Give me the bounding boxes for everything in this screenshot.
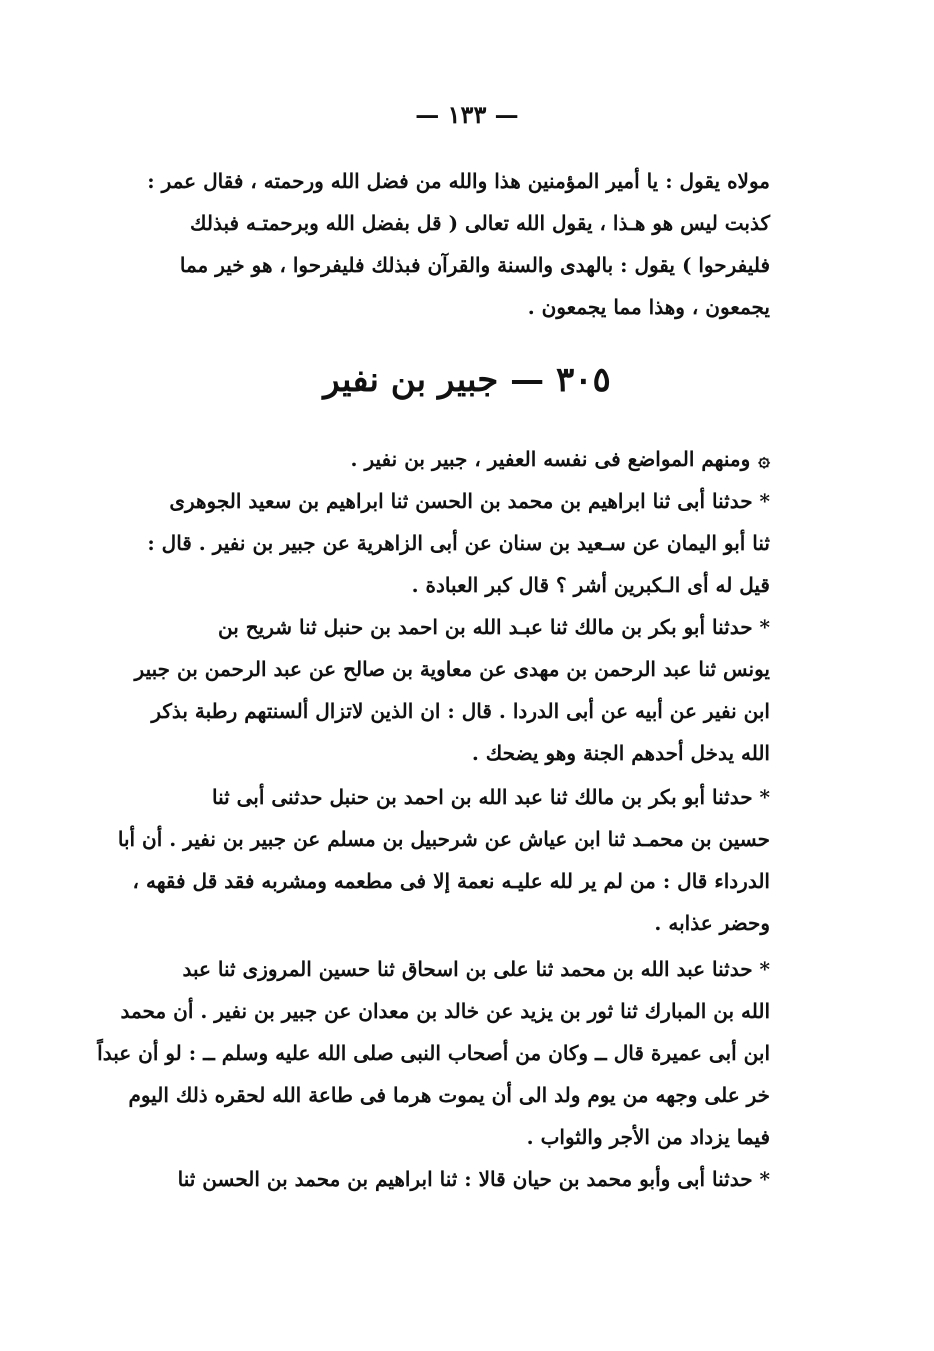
text-line-content: ومنهم المواضع فى نفسه العفير ، جبير بن نفير .: [350, 447, 751, 471]
text-line: يونس ثنا عبد الرحمن بن مهدى عن معاوية بن صالح عن عبد الرحمن بن جبير: [134, 657, 770, 681]
text-line: [178, 438, 770, 480]
text-line: فليفرحوا ) يقول : بالهدى والسنة والقرآن فبذلك فليفرحوا ، هو خير مما: [179, 253, 770, 277]
intro-paragraph: [147, 160, 770, 328]
ornament-icon: ۞: [758, 447, 770, 471]
text-line: حسين بن محمـد ثنا ابن عياش عن شرحبيل بن مسلم عن جبير بن نفير . أن أبا: [117, 827, 770, 851]
paragraph-3: [134, 606, 770, 774]
text-line: مولاه يقول : يا أمير المؤمنين هذا والله من فضل الله ورحمته ، فقال عمر :: [147, 169, 770, 193]
text-line: خر على وجهه من يوم ولد الى أن يموت هرما فى طاعة الله لحقره ذلك اليوم: [128, 1083, 770, 1107]
text-line: ابن أبى عميرة قال ــ وكان من أصحاب النبى صلى الله عليه وسلم ــ : لو أن عبداً: [97, 1041, 770, 1065]
text-line: * حدثنا أبو بكر بن مالك ثنا عبـد الله بن احمد بن حنبل ثنا شريح بن: [217, 615, 770, 639]
text-line: ابن نفير عن أبيه عن أبى الدردا . قال : ان الذين لاتزال ألسنتهم رطبة بذكر: [151, 699, 770, 723]
text-line: * حدثنا عبد الله بن محمد ثنا على بن اسحاق ثنا حسين المروزى ثنا عبد: [182, 957, 770, 981]
text-line: * حدثنا أبى ثنا ابراهيم بن محمد بن الحسن ثنا ابراهيم بن سعيد الجوهرى: [169, 489, 770, 513]
page-number: — ١٣٣ —: [415, 100, 519, 129]
text-line: كذبت ليس هو هـذا ، يقول الله تعالى ( قل بفضل الله وبرحمتـه فبذلك: [190, 211, 770, 235]
section-heading: ٣٠٥ — جبير بن نفير: [323, 360, 611, 400]
text-line: * حدثنا أبو بكر بن مالك ثنا عبد الله بن احمد بن حنبل حدثنى أبى ثنا: [211, 785, 770, 809]
text-line: فيما يزداد من الأجر والثواب .: [526, 1125, 770, 1149]
paragraph-5: [97, 948, 770, 1158]
text-line: ثنا أبو اليمان عن سـعيد بن سنان عن أبى الزاهرية عن جبير بن نفير . قال :: [147, 531, 770, 555]
text-line: الدرداء قال : من لم ير لله عليـه نعمة إلا فى مطعمه ومشربه فقد قل فقهه ،: [132, 869, 770, 893]
paragraph-4: [117, 776, 770, 944]
paragraph-6: [178, 1158, 770, 1200]
paragraph-1: [178, 438, 770, 480]
text-line: يجمعون ، وهذا مما يجمعون .: [527, 295, 770, 319]
text-line: الله بن المبارك ثنا ثور بن يزيد عن خالد بن معدان عن جبير بن نفير . أن محمد: [120, 999, 770, 1023]
text-line: * حدثنا أبى وأبو محمد بن حيان قالا : ثنا ابراهيم بن محمد بن الحسن ثنا: [177, 1167, 770, 1191]
text-line: الله يدخل أحدهم الجنة وهو يضحك .: [471, 741, 770, 765]
text-line: وحضر عذابه .: [654, 911, 770, 935]
paragraph-2: [147, 480, 770, 606]
text-line: قيل له أى الـكبرين أشر ؟ قال كبر العبادة .: [411, 573, 770, 597]
